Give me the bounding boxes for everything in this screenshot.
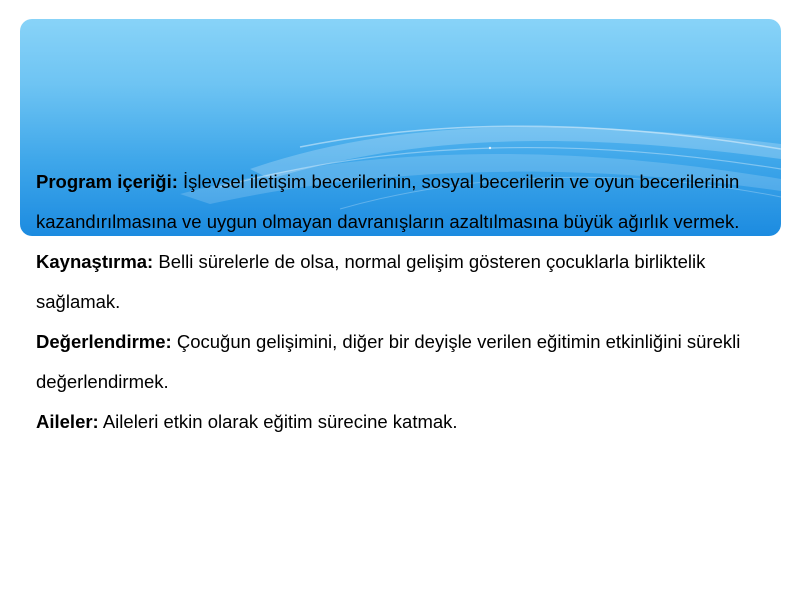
term-label: Kaynaştırma: bbox=[36, 251, 154, 272]
term-label: Aileler: bbox=[36, 411, 99, 432]
paragraph-degerlendirme bbox=[36, 322, 776, 402]
term-label: Değerlendirme: bbox=[36, 331, 172, 352]
paragraph-kaynastirma bbox=[36, 242, 776, 322]
term-label: Program içeriği: bbox=[36, 171, 178, 192]
term-description: Belli sürelerle de olsa, normal gelişim gösteren çocuklarla birliktelik sağlamak. bbox=[36, 251, 706, 312]
term-description: Aileleri etkin olarak eğitim sürecine katmak. bbox=[102, 411, 458, 432]
term-description: Çocuğun gelişimini, diğer bir deyişle verilen eğitimin etkinliğini sürekli değerlendirmek. bbox=[36, 331, 741, 392]
paragraph-program-icerigi bbox=[36, 162, 776, 242]
body-text bbox=[36, 162, 776, 442]
term-description: İşlevsel iletişim becerilerinin, sosyal becerilerin ve oyun becerilerinin kazandırılmasına ve uygun olmayan davranışların azaltılmasına büyük ağırlık vermek. bbox=[36, 171, 740, 232]
paragraph-aileler bbox=[36, 402, 776, 442]
